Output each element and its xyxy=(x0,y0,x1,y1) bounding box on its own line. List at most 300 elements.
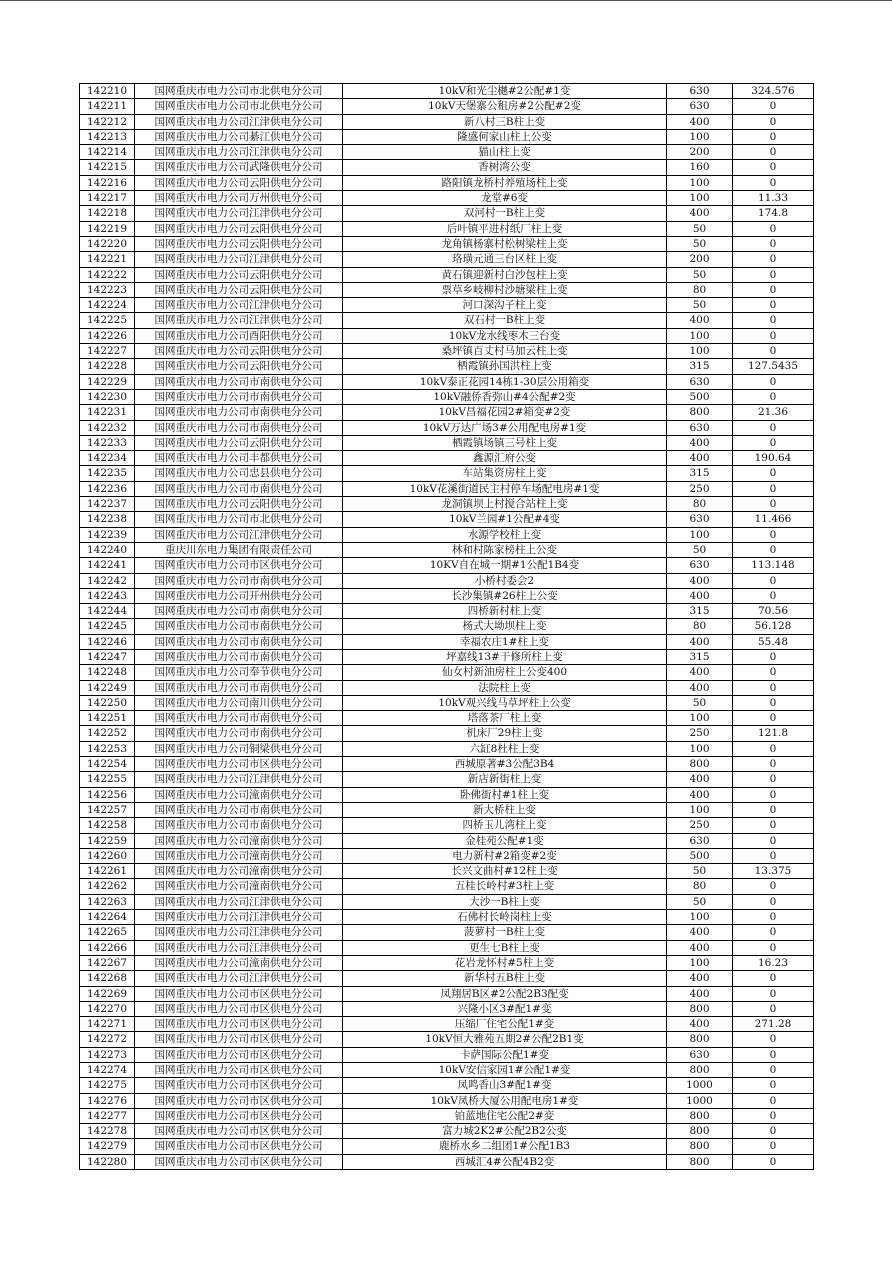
transformer-name-cell: 四桥新村柱上变 xyxy=(343,604,667,619)
transformer-name-cell: 10kV万达广场3#公用配电房#1变 xyxy=(343,420,667,435)
table-row xyxy=(80,573,814,588)
capacity-cell: 630 xyxy=(667,1047,733,1062)
capacity-cell: 50 xyxy=(667,695,733,710)
company-cell: 国网重庆市电力公司云阳供电分公司 xyxy=(135,435,343,450)
transformer-name-cell: 新八村三B柱上变 xyxy=(343,114,667,129)
record-id-cell: 142222 xyxy=(80,267,135,282)
table-row xyxy=(80,910,814,925)
capacity-cell: 100 xyxy=(667,328,733,343)
value-cell: 0 xyxy=(733,129,814,144)
value-cell: 0 xyxy=(733,497,814,512)
capacity-cell: 100 xyxy=(667,802,733,817)
company-cell: 国网重庆市电力公司市区供电分公司 xyxy=(135,1047,343,1062)
record-id-cell: 142259 xyxy=(80,833,135,848)
transformer-name-cell: 双河村一B柱上变 xyxy=(343,206,667,221)
table-row xyxy=(80,374,814,389)
data-table xyxy=(79,83,814,1170)
value-cell: 0 xyxy=(733,374,814,389)
capacity-cell: 400 xyxy=(667,435,733,450)
capacity-cell: 800 xyxy=(667,1154,733,1169)
record-id-cell: 142274 xyxy=(80,1063,135,1078)
company-cell: 国网重庆市电力公司云阳供电分公司 xyxy=(135,282,343,297)
table-row xyxy=(80,114,814,129)
company-cell: 重庆川东电力集团有限责任公司 xyxy=(135,542,343,557)
value-cell: 0 xyxy=(733,573,814,588)
value-cell: 0 xyxy=(733,542,814,557)
record-id-cell: 142211 xyxy=(80,99,135,114)
record-id-cell: 142224 xyxy=(80,298,135,313)
table-row xyxy=(80,282,814,297)
table-row xyxy=(80,344,814,359)
company-cell: 国网重庆市电力公司市北供电分公司 xyxy=(135,512,343,527)
company-cell: 国网重庆市电力公司市区供电分公司 xyxy=(135,1108,343,1123)
capacity-cell: 50 xyxy=(667,267,733,282)
transformer-name-cell: 黄石镇迎新村白沙包柱上变 xyxy=(343,267,667,282)
table-row xyxy=(80,802,814,817)
company-cell: 国网重庆市电力公司奉节供电分公司 xyxy=(135,665,343,680)
record-id-cell: 142230 xyxy=(80,389,135,404)
table-row xyxy=(80,787,814,802)
transformer-name-cell: 杨式大坳坝柱上变 xyxy=(343,619,667,634)
company-cell: 国网重庆市电力公司市南供电分公司 xyxy=(135,818,343,833)
record-id-cell: 142276 xyxy=(80,1093,135,1108)
value-cell: 0 xyxy=(733,833,814,848)
transformer-name-cell: 桑坪镇百丈村马加云柱上变 xyxy=(343,344,667,359)
company-cell: 国网重庆市电力公司武隆供电分公司 xyxy=(135,160,343,175)
value-cell: 0 xyxy=(733,818,814,833)
capacity-cell: 50 xyxy=(667,236,733,251)
company-cell: 国网重庆市电力公司江津供电分公司 xyxy=(135,298,343,313)
record-id-cell: 142254 xyxy=(80,757,135,772)
value-cell: 0 xyxy=(733,481,814,496)
table-row xyxy=(80,741,814,756)
table-row xyxy=(80,313,814,328)
transformer-name-cell: 10kV凤桥大厦公用配电房1#变 xyxy=(343,1093,667,1108)
company-cell: 国网重庆市电力公司市南供电分公司 xyxy=(135,802,343,817)
table-row xyxy=(80,680,814,695)
value-cell: 0 xyxy=(733,986,814,1001)
transformer-name-cell: 10kV融侨香弥山#4公配#2变 xyxy=(343,389,667,404)
record-id-cell: 142247 xyxy=(80,649,135,664)
capacity-cell: 315 xyxy=(667,604,733,619)
company-cell: 国网重庆市电力公司市区供电分公司 xyxy=(135,558,343,573)
value-cell: 0 xyxy=(733,1093,814,1108)
value-cell: 271.28 xyxy=(733,1017,814,1032)
capacity-cell: 50 xyxy=(667,894,733,909)
capacity-cell: 100 xyxy=(667,741,733,756)
capacity-cell: 80 xyxy=(667,497,733,512)
company-cell: 国网重庆市电力公司云阳供电分公司 xyxy=(135,497,343,512)
record-id-cell: 142223 xyxy=(80,282,135,297)
value-cell: 11.33 xyxy=(733,191,814,206)
capacity-cell: 800 xyxy=(667,1063,733,1078)
capacity-cell: 1000 xyxy=(667,1093,733,1108)
table-row xyxy=(80,955,814,970)
transformer-name-cell: 大沙一B柱上变 xyxy=(343,894,667,909)
transformer-name-cell: 10kV龙水线枣木三台变 xyxy=(343,328,667,343)
record-id-cell: 142214 xyxy=(80,145,135,160)
transformer-name-cell: 路阳镇龙桥村养殖场柱上变 xyxy=(343,175,667,190)
company-cell: 国网重庆市电力公司市北供电分公司 xyxy=(135,99,343,114)
capacity-cell: 630 xyxy=(667,84,733,99)
record-id-cell: 142270 xyxy=(80,1001,135,1016)
capacity-cell: 630 xyxy=(667,512,733,527)
table-row xyxy=(80,940,814,955)
transformer-name-cell: 法院柱上变 xyxy=(343,680,667,695)
company-cell: 国网重庆市电力公司市南供电分公司 xyxy=(135,389,343,404)
table-row xyxy=(80,99,814,114)
value-cell: 0 xyxy=(733,328,814,343)
transformer-name-cell: 隆盛何家山柱上公变 xyxy=(343,129,667,144)
capacity-cell: 630 xyxy=(667,420,733,435)
capacity-cell: 100 xyxy=(667,711,733,726)
value-cell: 0 xyxy=(733,267,814,282)
table-body xyxy=(80,84,814,1170)
value-cell: 0 xyxy=(733,1032,814,1047)
company-cell: 国网重庆市电力公司市南供电分公司 xyxy=(135,573,343,588)
table-row xyxy=(80,757,814,772)
transformer-name-cell: 10kV恒大雅苑五期2#公配2B1变 xyxy=(343,1032,667,1047)
value-cell: 0 xyxy=(733,420,814,435)
value-cell: 16.23 xyxy=(733,955,814,970)
capacity-cell: 800 xyxy=(667,1124,733,1139)
value-cell: 0 xyxy=(733,665,814,680)
capacity-cell: 630 xyxy=(667,558,733,573)
value-cell: 0 xyxy=(733,298,814,313)
record-id-cell: 142243 xyxy=(80,588,135,603)
capacity-cell: 100 xyxy=(667,955,733,970)
company-cell: 国网重庆市电力公司潼南供电分公司 xyxy=(135,787,343,802)
table-row xyxy=(80,1032,814,1047)
value-cell: 0 xyxy=(733,282,814,297)
company-cell: 国网重庆市电力公司市南供电分公司 xyxy=(135,604,343,619)
transformer-name-cell: 幸福农庄1#柱上变 xyxy=(343,634,667,649)
transformer-name-cell: 新大桥柱上变 xyxy=(343,802,667,817)
capacity-cell: 800 xyxy=(667,1001,733,1016)
company-cell: 国网重庆市电力公司江津供电分公司 xyxy=(135,206,343,221)
capacity-cell: 400 xyxy=(667,680,733,695)
record-id-cell: 142238 xyxy=(80,512,135,527)
transformer-name-cell: 林和村陈家榜柱上公变 xyxy=(343,542,667,557)
transformer-name-cell: 水源学校柱上变 xyxy=(343,527,667,542)
value-cell: 0 xyxy=(733,313,814,328)
company-cell: 国网重庆市电力公司潼南供电分公司 xyxy=(135,833,343,848)
capacity-cell: 315 xyxy=(667,466,733,481)
capacity-cell: 500 xyxy=(667,389,733,404)
capacity-cell: 100 xyxy=(667,910,733,925)
capacity-cell: 100 xyxy=(667,191,733,206)
record-id-cell: 142212 xyxy=(80,114,135,129)
value-cell: 0 xyxy=(733,787,814,802)
value-cell: 174.8 xyxy=(733,206,814,221)
company-cell: 国网重庆市电力公司市南供电分公司 xyxy=(135,634,343,649)
record-id-cell: 142246 xyxy=(80,634,135,649)
transformer-name-cell: 机床厂29柱上变 xyxy=(343,726,667,741)
table-row xyxy=(80,604,814,619)
record-id-cell: 142232 xyxy=(80,420,135,435)
record-id-cell: 142256 xyxy=(80,787,135,802)
table-row xyxy=(80,634,814,649)
transformer-name-cell: 西城汇4#公配4B2变 xyxy=(343,1154,667,1169)
table-row xyxy=(80,848,814,863)
transformer-name-cell: 10kV天堡寨公租房#2公配#2变 xyxy=(343,99,667,114)
company-cell: 国网重庆市电力公司江津供电分公司 xyxy=(135,772,343,787)
company-cell: 国网重庆市电力公司市区供电分公司 xyxy=(135,1154,343,1169)
company-cell: 国网重庆市电力公司南川供电分公司 xyxy=(135,695,343,710)
company-cell: 国网重庆市电力公司江津供电分公司 xyxy=(135,925,343,940)
table-row xyxy=(80,405,814,420)
capacity-cell: 800 xyxy=(667,1032,733,1047)
transformer-name-cell: 10KV自在城一期#1公配1B4变 xyxy=(343,558,667,573)
capacity-cell: 100 xyxy=(667,344,733,359)
table-row xyxy=(80,558,814,573)
table-row xyxy=(80,497,814,512)
record-id-cell: 142278 xyxy=(80,1124,135,1139)
company-cell: 国网重庆市电力公司酉阳供电分公司 xyxy=(135,328,343,343)
capacity-cell: 50 xyxy=(667,221,733,236)
record-id-cell: 142265 xyxy=(80,925,135,940)
value-cell: 0 xyxy=(733,114,814,129)
record-id-cell: 142258 xyxy=(80,818,135,833)
table-row xyxy=(80,389,814,404)
company-cell: 国网重庆市电力公司江津供电分公司 xyxy=(135,114,343,129)
company-cell: 国网重庆市电力公司市区供电分公司 xyxy=(135,1078,343,1093)
record-id-cell: 142237 xyxy=(80,497,135,512)
company-cell: 国网重庆市电力公司市南供电分公司 xyxy=(135,619,343,634)
capacity-cell: 400 xyxy=(667,573,733,588)
table-row xyxy=(80,435,814,450)
transformer-name-cell: 鹿桥水乡二组团1#公配1B3 xyxy=(343,1139,667,1154)
record-id-cell: 142235 xyxy=(80,466,135,481)
capacity-cell: 100 xyxy=(667,129,733,144)
value-cell: 0 xyxy=(733,160,814,175)
transformer-name-cell: 六缸8杜柱上变 xyxy=(343,741,667,756)
capacity-cell: 630 xyxy=(667,374,733,389)
table-row xyxy=(80,665,814,680)
transformer-name-cell: 菠萝村一B柱上变 xyxy=(343,925,667,940)
capacity-cell: 400 xyxy=(667,787,733,802)
value-cell: 0 xyxy=(733,940,814,955)
value-cell: 0 xyxy=(733,1001,814,1016)
company-cell: 国网重庆市电力公司市区供电分公司 xyxy=(135,986,343,1001)
table-row xyxy=(80,236,814,251)
table-row xyxy=(80,833,814,848)
company-cell: 国网重庆市电力公司市区供电分公司 xyxy=(135,1139,343,1154)
transformer-name-cell: 10kV兰园#1公配#4变 xyxy=(343,512,667,527)
company-cell: 国网重庆市电力公司江津供电分公司 xyxy=(135,527,343,542)
capacity-cell: 630 xyxy=(667,833,733,848)
transformer-name-cell: 铂蓝地住宅公配2#变 xyxy=(343,1108,667,1123)
capacity-cell: 400 xyxy=(667,971,733,986)
table-row xyxy=(80,1093,814,1108)
data-sheet xyxy=(79,83,814,1170)
record-id-cell: 142216 xyxy=(80,175,135,190)
company-cell: 国网重庆市电力公司市区供电分公司 xyxy=(135,1032,343,1047)
company-cell: 国网重庆市电力公司丰都供电分公司 xyxy=(135,451,343,466)
value-cell: 0 xyxy=(733,99,814,114)
record-id-cell: 142264 xyxy=(80,910,135,925)
capacity-cell: 160 xyxy=(667,160,733,175)
table-row xyxy=(80,252,814,267)
record-id-cell: 142263 xyxy=(80,894,135,909)
value-cell: 0 xyxy=(733,649,814,664)
transformer-name-cell: 10kV安信家园1#公配1#变 xyxy=(343,1063,667,1078)
company-cell: 国网重庆市电力公司潼南供电分公司 xyxy=(135,879,343,894)
value-cell: 0 xyxy=(733,1108,814,1123)
company-cell: 国网重庆市电力公司市区供电分公司 xyxy=(135,1017,343,1032)
capacity-cell: 200 xyxy=(667,145,733,160)
value-cell: 0 xyxy=(733,680,814,695)
transformer-name-cell: 鑫源汇府公变 xyxy=(343,451,667,466)
record-id-cell: 142267 xyxy=(80,955,135,970)
capacity-cell: 50 xyxy=(667,542,733,557)
table-row xyxy=(80,129,814,144)
transformer-name-cell: 香树湾公变 xyxy=(343,160,667,175)
table-row xyxy=(80,1124,814,1139)
company-cell: 国网重庆市电力公司潼南供电分公司 xyxy=(135,864,343,879)
transformer-name-cell: 双石村一B柱上变 xyxy=(343,313,667,328)
company-cell: 国网重庆市电力公司云阳供电分公司 xyxy=(135,236,343,251)
record-id-cell: 142241 xyxy=(80,558,135,573)
record-id-cell: 142240 xyxy=(80,542,135,557)
company-cell: 国网重庆市电力公司江津供电分公司 xyxy=(135,940,343,955)
table-row xyxy=(80,466,814,481)
value-cell: 113.148 xyxy=(733,558,814,573)
value-cell: 0 xyxy=(733,527,814,542)
table-row xyxy=(80,1154,814,1169)
value-cell: 0 xyxy=(733,910,814,925)
value-cell: 0 xyxy=(733,344,814,359)
value-cell: 0 xyxy=(733,1063,814,1078)
value-cell: 0 xyxy=(733,879,814,894)
company-cell: 国网重庆市电力公司市南供电分公司 xyxy=(135,420,343,435)
transformer-name-cell: 票草乡岐柳村沙塘梁柱上变 xyxy=(343,282,667,297)
company-cell: 国网重庆市电力公司江津供电分公司 xyxy=(135,894,343,909)
table-row xyxy=(80,864,814,879)
record-id-cell: 142228 xyxy=(80,359,135,374)
record-id-cell: 142231 xyxy=(80,405,135,420)
value-cell: 11.466 xyxy=(733,512,814,527)
capacity-cell: 315 xyxy=(667,359,733,374)
value-cell: 70.56 xyxy=(733,604,814,619)
record-id-cell: 142242 xyxy=(80,573,135,588)
table-row xyxy=(80,527,814,542)
value-cell: 0 xyxy=(733,389,814,404)
company-cell: 国网重庆市电力公司忠县供电分公司 xyxy=(135,466,343,481)
transformer-name-cell: 压缩厂住宅公配1#变 xyxy=(343,1017,667,1032)
value-cell: 127.5435 xyxy=(733,359,814,374)
table-row xyxy=(80,175,814,190)
value-cell: 0 xyxy=(733,711,814,726)
capacity-cell: 400 xyxy=(667,114,733,129)
transformer-name-cell: 卧佛街村#1柱上变 xyxy=(343,787,667,802)
transformer-name-cell: 新华村五B柱上变 xyxy=(343,971,667,986)
transformer-name-cell: 更生七B柱上变 xyxy=(343,940,667,955)
transformer-name-cell: 10kV和光尘樾#2公配#1变 xyxy=(343,84,667,99)
record-id-cell: 142213 xyxy=(80,129,135,144)
transformer-name-cell: 珞璜元通三台区柱上变 xyxy=(343,252,667,267)
value-cell: 0 xyxy=(733,435,814,450)
company-cell: 国网重庆市电力公司万州供电分公司 xyxy=(135,191,343,206)
capacity-cell: 800 xyxy=(667,405,733,420)
table-row xyxy=(80,328,814,343)
record-id-cell: 142218 xyxy=(80,206,135,221)
transformer-name-cell: 后叶镇平进村纸厂柱上变 xyxy=(343,221,667,236)
value-cell: 0 xyxy=(733,802,814,817)
transformer-name-cell: 富力城2K2#公配2B2公变 xyxy=(343,1124,667,1139)
table-row xyxy=(80,84,814,99)
transformer-name-cell: 长兴文曲村#12柱上变 xyxy=(343,864,667,879)
table-row xyxy=(80,711,814,726)
transformer-name-cell: 小桥村委会2 xyxy=(343,573,667,588)
table-row xyxy=(80,1001,814,1016)
record-id-cell: 142221 xyxy=(80,252,135,267)
capacity-cell: 400 xyxy=(667,451,733,466)
value-cell: 324.576 xyxy=(733,84,814,99)
transformer-name-cell: 坪嘉线13#干修所柱上变 xyxy=(343,649,667,664)
transformer-name-cell: 四桥玉儿湾柱上变 xyxy=(343,818,667,833)
table-row xyxy=(80,879,814,894)
transformer-name-cell: 10kV泰正花园14栋1-30层公用箱变 xyxy=(343,374,667,389)
record-id-cell: 142245 xyxy=(80,619,135,634)
transformer-name-cell: 10kV昌福花园2#箱变#2变 xyxy=(343,405,667,420)
capacity-cell: 250 xyxy=(667,726,733,741)
value-cell: 0 xyxy=(733,1124,814,1139)
value-cell: 0 xyxy=(733,1139,814,1154)
transformer-name-cell: 龙角镇杨寨村松树梁柱上变 xyxy=(343,236,667,251)
transformer-name-cell: 凤翔居B区#2公配2B3配变 xyxy=(343,986,667,1001)
value-cell: 0 xyxy=(733,145,814,160)
company-cell: 国网重庆市电力公司市南供电分公司 xyxy=(135,726,343,741)
record-id-cell: 142229 xyxy=(80,374,135,389)
value-cell: 21.36 xyxy=(733,405,814,420)
record-id-cell: 142253 xyxy=(80,741,135,756)
table-row xyxy=(80,512,814,527)
record-id-cell: 142236 xyxy=(80,481,135,496)
table-row xyxy=(80,1047,814,1062)
transformer-name-cell: 龙堂#6变 xyxy=(343,191,667,206)
value-cell: 0 xyxy=(733,971,814,986)
capacity-cell: 80 xyxy=(667,619,733,634)
value-cell: 0 xyxy=(733,252,814,267)
capacity-cell: 400 xyxy=(667,206,733,221)
company-cell: 国网重庆市电力公司云阳供电分公司 xyxy=(135,359,343,374)
value-cell: 0 xyxy=(733,894,814,909)
company-cell: 国网重庆市电力公司云阳供电分公司 xyxy=(135,175,343,190)
record-id-cell: 142266 xyxy=(80,940,135,955)
record-id-cell: 142262 xyxy=(80,879,135,894)
company-cell: 国网重庆市电力公司市南供电分公司 xyxy=(135,481,343,496)
value-cell: 0 xyxy=(733,221,814,236)
capacity-cell: 1000 xyxy=(667,1078,733,1093)
table-row xyxy=(80,542,814,557)
transformer-name-cell: 金桂苑公配#1变 xyxy=(343,833,667,848)
capacity-cell: 400 xyxy=(667,634,733,649)
transformer-name-cell: 10kV花溪街道民主村停车场配电房#1变 xyxy=(343,481,667,496)
value-cell: 0 xyxy=(733,772,814,787)
value-cell: 0 xyxy=(733,757,814,772)
company-cell: 国网重庆市电力公司江津供电分公司 xyxy=(135,252,343,267)
company-cell: 国网重庆市电力公司潼南供电分公司 xyxy=(135,955,343,970)
page-top-rule xyxy=(0,0,892,1)
transformer-name-cell: 花岩龙怀村#5柱上变 xyxy=(343,955,667,970)
company-cell: 国网重庆市电力公司云阳供电分公司 xyxy=(135,221,343,236)
company-cell: 国网重庆市电力公司江津供电分公司 xyxy=(135,910,343,925)
transformer-name-cell: 10kV观兴线马草坪柱上公变 xyxy=(343,695,667,710)
capacity-cell: 400 xyxy=(667,588,733,603)
transformer-name-cell: 兴隆小区3#配1#变 xyxy=(343,1001,667,1016)
table-row xyxy=(80,818,814,833)
